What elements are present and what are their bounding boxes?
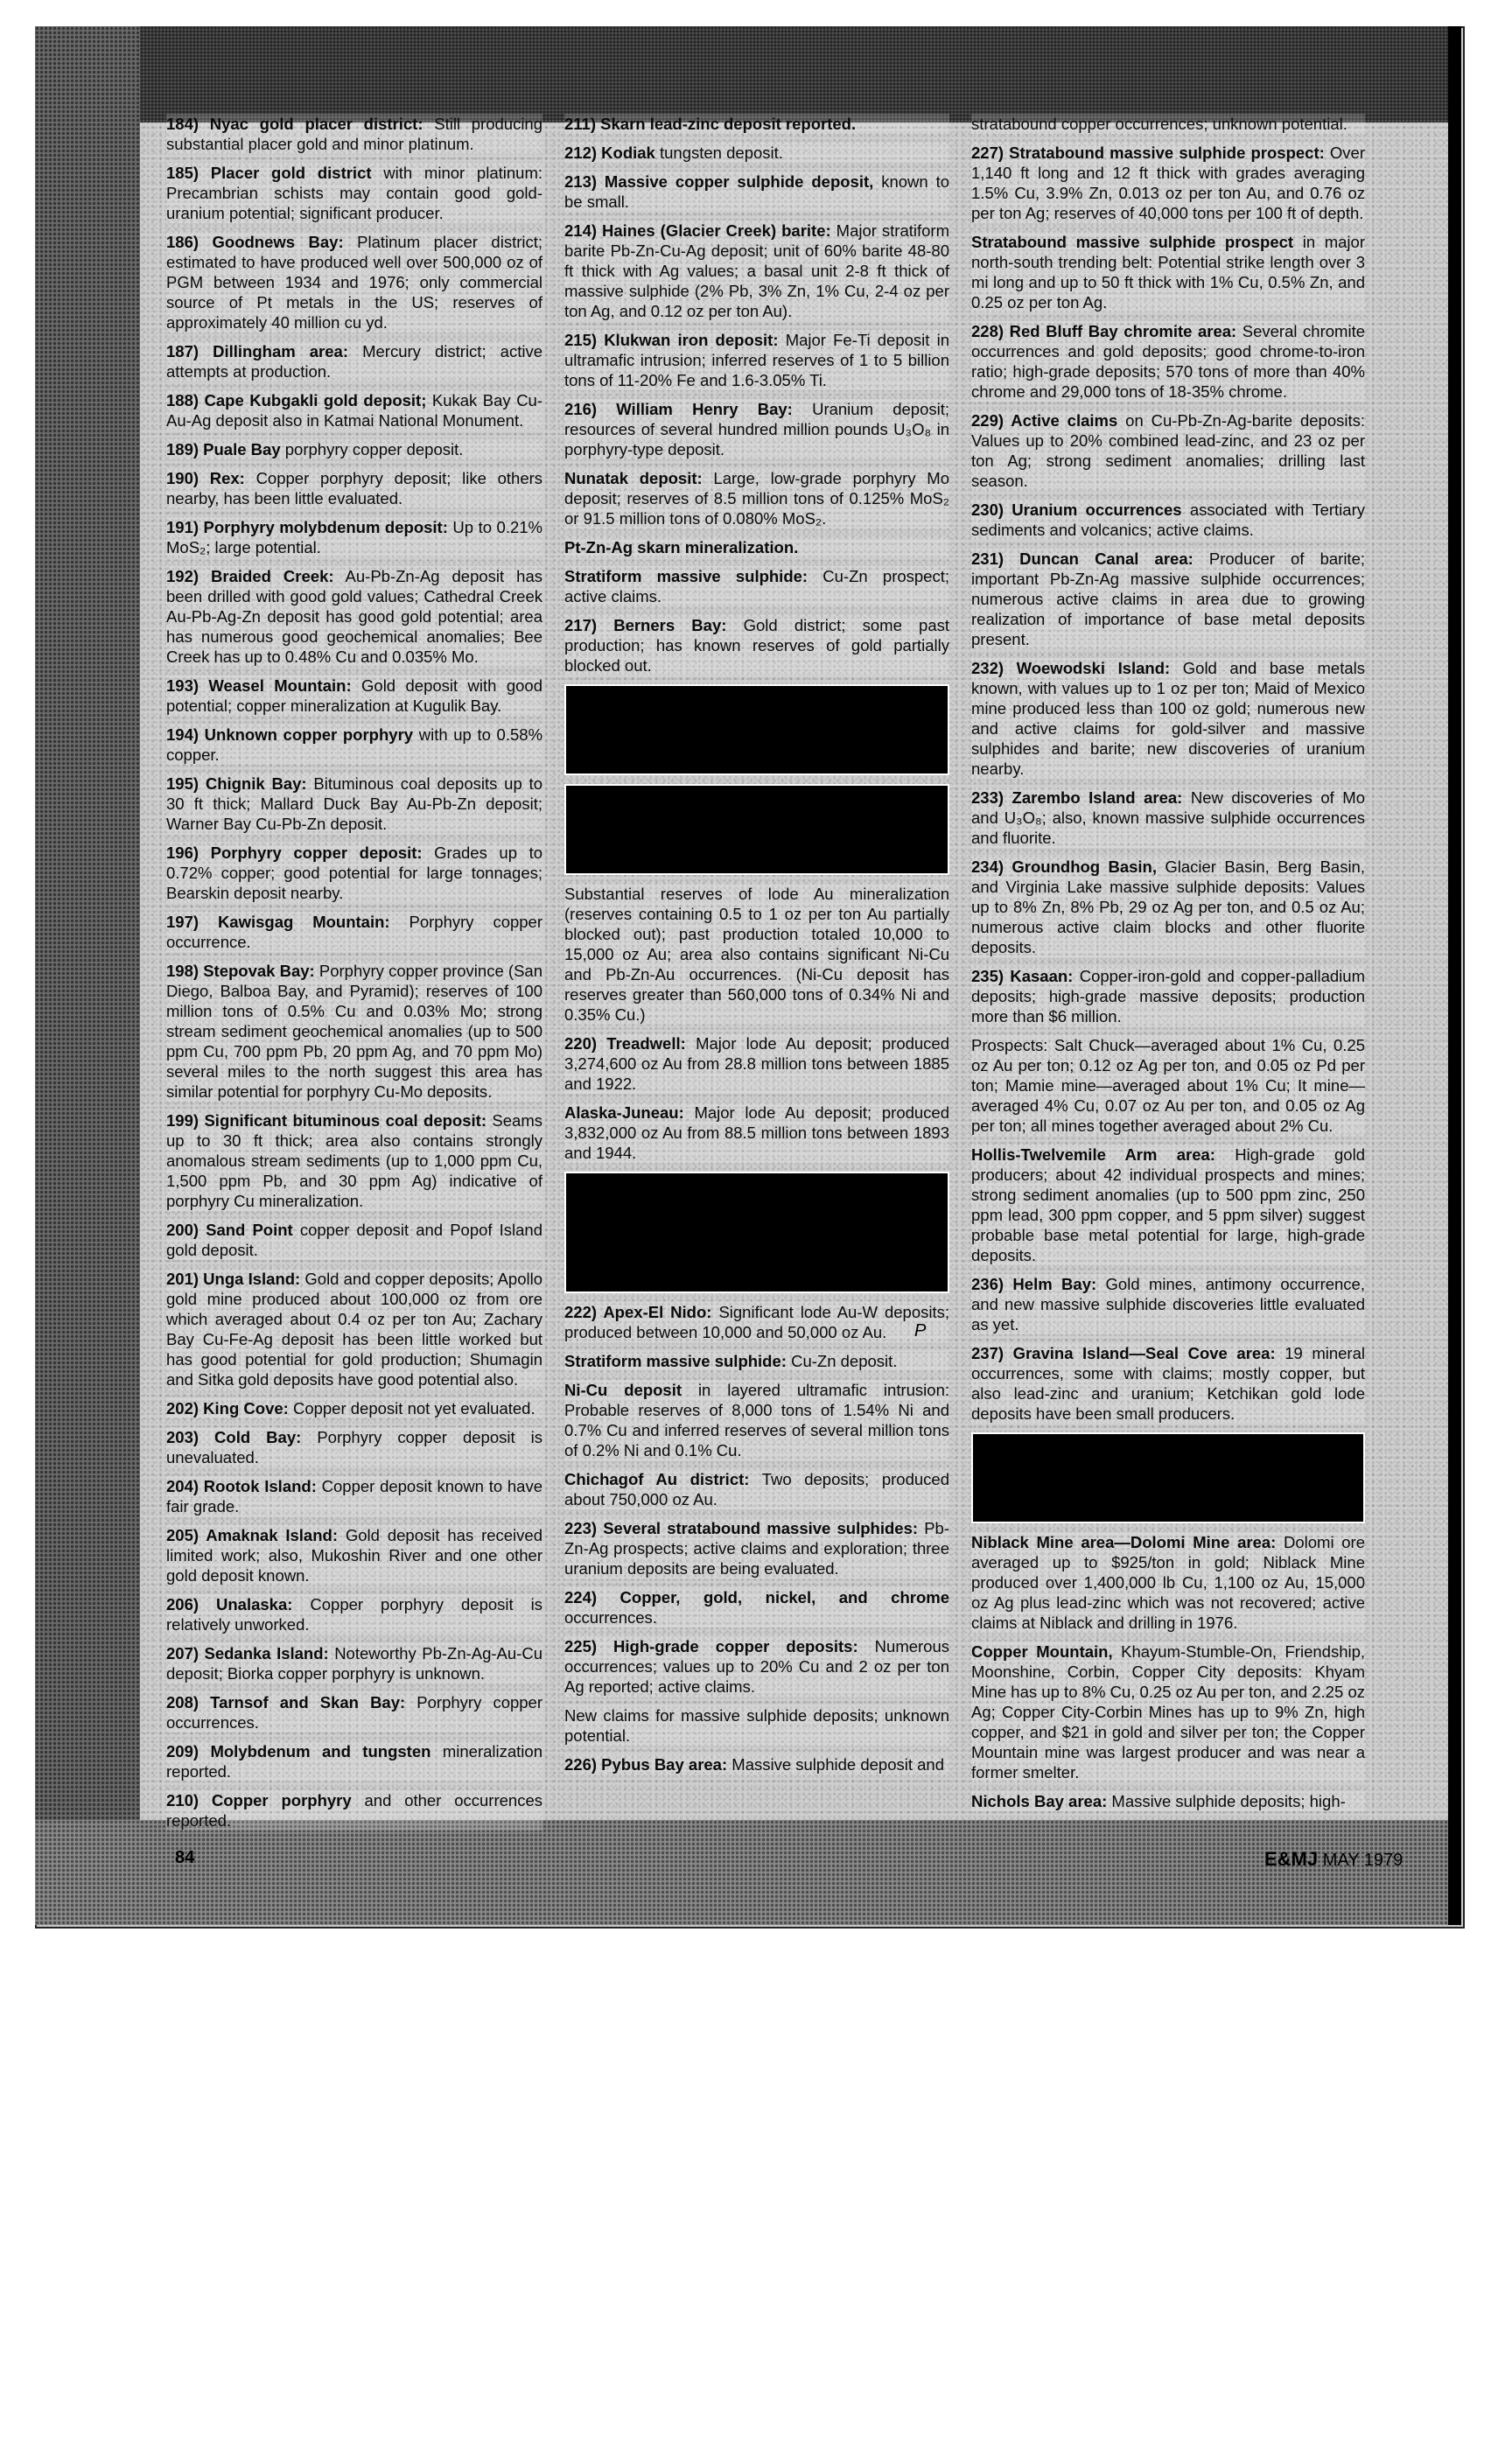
entry-body: Porphyry copper occurrence. [166,913,543,951]
entry-body: Major lode Au deposit; produced 3,832,000 oz Au from 88.5 million tons between 1893 and 1944. [564,1103,950,1162]
entry-body: Noteworthy Pb-Zn-Ag-Au-Cu deposit; Biorka copper porphyry is unknown. [166,1644,542,1683]
entry-body: Substantial reserves of lode Au mineralization (reserves containing 0.5 to 1 oz per ton Au partially blocked out); past production totaled 10,000 to 15,000 oz Au; area also contains significant Ni-Cu and Pb-Zn-Au occurrences. (Ni-Cu deposit has reserves greater than 560,000 tons of 0.34% Ni and 0.35% Cu.) [564,885,949,1024]
entry-heading: 202) King Cove: [166,1399,289,1418]
entry-heading: Nichols Bay area: [971,1792,1108,1810]
entry-heading: 186) Goodnews Bay: [166,233,344,251]
publication-name: E&MJ [1264,1848,1319,1870]
entry-body: Porphyry copper province (San Diego, Balboa Bay, and Pyramid); reserves of 100 million tons of 0.5% Cu and 0.03% Mo; strong stream sediment geochemical anomalies (up to 500 ppm Cu, 700 ppm Pb, 20 ppm Ag, and 70 ppm Mo) several miles to the north suggest this area has similar potential for porphyry Cu-Mo deposits. [166,962,542,1101]
entry-heading: 201) Unga Island: [166,1270,301,1288]
entry-body: Uranium deposit; resources of several hundred million pounds U₃O₈ in porphyry-type deposit. [564,400,950,458]
deposit-entry [564,330,949,390]
entry-body: Gold and base metals known, with values up to 1 oz per ton; Maid of Mexico mine produced less than 100 oz gold; numerous new and active claims for gold-silver and massive sulphides and barite; new discoveries of uranium nearby. [971,659,1365,778]
entry-heading: 220) Treadwell: [564,1034,686,1053]
entry-heading: Copper Mountain, [971,1642,1113,1661]
deposit-entry [166,1594,542,1634]
deposit-entry [166,1476,542,1516]
entry-heading: 189) Puale Bay [166,440,281,458]
entry-body: Khayum-Stumble-On, Friendship, Moonshine, Corbin, Copper City deposits: Khyam Mine has up to 8% Cu, 0.25 oz Au per ton, and 2.25 oz Ag; Copper City-Corbin Mines has up to 9% Zn, high copper, and $21 in gold and silver per ton; the Copper Mountain mine was largest producer and was near a former smelter. [971,1642,1366,1782]
deposit-entry [564,220,949,321]
entry-heading: 222) Apex-El Nido: [564,1303,712,1321]
entry-body: 19 mineral occurrences, some with claims; mostly copper, but also lead-zinc and uranium; Ketchikan gold lode deposits have been small producers. [971,1344,1365,1423]
entry-heading: 232) Woewodski Island: [971,659,1171,677]
entry-heading: 184) Nyac gold placer district: [166,115,424,133]
entry-heading: 211) Skarn lead-zinc deposit reported. [564,115,857,133]
deposit-entry [971,1343,1365,1424]
scan-noise-left [35,26,140,1925]
deposit-entry [166,843,542,903]
entry-heading: 208) Tarnsof and Skan Bay: [166,1693,406,1712]
entry-body: Kukak Bay Cu-Au-Ag deposit also in Katmai National Monument. [166,391,542,430]
entry-heading: 237) Gravina Island—Seal Cove area: [971,1344,1276,1362]
entry-body: porphyry copper deposit. [284,440,464,458]
entry-body: Copper deposit not yet evaluated. [292,1399,536,1418]
entry-heading: Stratiform massive sulphide: [564,1352,787,1370]
entry-body: Massive sulphide deposits; high- [1111,1792,1346,1810]
deposit-entry [166,439,542,459]
entry-heading: 190) Rex: [166,469,245,487]
entry-heading: 235) Kasaan: [971,967,1074,985]
entry-heading: 233) Zarembo Island area: [971,788,1183,807]
deposit-entry [564,143,949,163]
column-3 [971,114,1365,1820]
deposit-entry [971,966,1365,1026]
entry-heading: 195) Chignik Bay: [166,774,307,793]
deposit-entry [564,1302,949,1342]
entry-heading: Stratiform massive sulphide: [564,567,808,585]
redacted-block [564,1172,949,1293]
entry-heading: 207) Sedanka Island: [166,1644,329,1662]
deposit-entry [166,517,542,557]
deposit-entry [971,114,1365,134]
deposit-entry [166,961,542,1102]
entry-body: Major lode Au deposit; produced 3,274,600 oz Au from 28.8 million tons between 1885 and 1922. [564,1034,950,1093]
deposit-entry [564,1102,949,1163]
entry-heading: 236) Helm Bay: [971,1275,1097,1293]
deposit-entry [166,1643,542,1684]
deposit-entry [166,724,542,765]
deposit-entry [971,658,1365,779]
entry-body: Seams up to 30 ft thick; area also contains strongly anomalous stream sediments (up to 1,000 ppm Cu, 1,500 ppm Pb, and 30 ppm Ag) indicative of porphyry Cu mineralization. [166,1111,542,1210]
entry-heading: 224) Copper, gold, nickel, and chrome [564,1588,949,1606]
entry-heading: 212) Kodiak [564,144,655,162]
entry-heading: 231) Duncan Canal area: [971,550,1194,568]
entry-body: Porphyry copper occurrences. [166,1693,543,1732]
deposit-entry [166,1110,542,1211]
scan-edge-right [1448,26,1461,1925]
deposit-entry [166,1692,542,1732]
deposit-entry [166,1525,542,1586]
deposit-entry [971,857,1365,957]
entry-heading: 204) Rootok Island: [166,1477,317,1495]
deposit-entry [166,114,542,154]
entry-body: Gold district; some past production; has known reserves of gold partially blocked out. [564,616,949,675]
entry-body: copper deposit and Popof Island gold deposit. [166,1221,543,1259]
entry-heading: 197) Kawisgag Mountain: [166,913,390,931]
entry-body: Large, low-grade porphyry Mo deposit; reserves of 8.5 million tons of 0.125% MoS₂ or 91.5 million tons of 0.080% MoS₂. [564,469,949,528]
entry-body: High-grade gold producers; about 42 individual prospects and mines; strong sediment anomalies (up to 500 ppm zinc, 250 ppm lead, 300 ppm copper, and 5 ppm silver) suggest probable base metal potential for large, high-grade deposits. [971,1145,1365,1264]
entry-heading: 225) High-grade copper deposits: [564,1637,858,1656]
deposit-entry [564,1351,949,1371]
deposit-entry [166,1427,542,1467]
deposit-entry [166,1220,542,1260]
scan-noise-top [35,26,1461,122]
deposit-entry [564,615,949,676]
deposit-entry [971,410,1365,491]
entry-heading: 194) Unknown copper porphyry [166,725,414,744]
deposit-entry [971,143,1365,223]
entry-body: Gold deposit with good potential; copper mineralization at Kugulik Bay. [166,676,542,715]
deposit-entry [971,1791,1365,1811]
entry-body: Copper deposit known to have fair grade. [166,1477,543,1516]
deposit-entry [166,566,542,667]
entry-body: Gold deposit has received limited work; also, Mukoshin River and one other gold deposit known. [166,1526,543,1585]
entry-body: New discoveries of Mo and U₃O₈; also, known massive sulphide occurrences and fluorite. [971,788,1366,847]
deposit-entry [971,500,1365,540]
entry-heading: 214) Haines (Glacier Creek) barite: [564,221,831,240]
entry-body: associated with Tertiary sediments and volcanics; active claims. [971,500,1365,539]
entry-body: Pb-Zn-Ag prospects; active claims and exploration; three uranium deposits are being evaluated. [564,1519,949,1578]
entry-heading: 215) Klukwan iron deposit: [564,331,779,349]
entry-heading: 217) Berners Bay: [564,616,727,634]
entry-body: Prospects: Salt Chuck—averaged about 1% Cu, 0.25 oz Au per ton; 0.12 oz Ag per ton, and 0.05 oz Pd per ton; Mamie mine—averaged about 1% Cu; It mine—averaged 4% Cu, 0.07 oz Au per ton, and 0.05 oz Ag per ton; all mines together averaged about 2% Cu. [971,1036,1365,1135]
entry-body: Au-Pb-Zn-Ag deposit has been drilled with good gold values; Cathedral Creek Au-Pb-Ag-Zn deposit has good gold potential; area has numerous good geochemical anomalies; Bee Creek has up to 0.48% Cu and 0.035% Mo. [166,567,542,666]
entry-heading: 230) Uranium occurrences [971,500,1182,519]
entry-body: with minor platinum: Precambrian schists may contain good gold-uranium potential; significant producer. [166,164,542,222]
entry-heading: 199) Significant bituminous coal deposit: [166,1111,486,1130]
deposit-entry [971,549,1365,649]
entry-heading: 187) Dillingham area: [166,342,348,360]
deposit-entry [166,1741,542,1782]
deposit-entry [971,1532,1365,1633]
entry-body: tungsten deposit. [660,144,783,162]
entry-body: Bituminous coal deposits up to 30 ft thick; Mallard Duck Bay Au-Pb-Zn deposit; Warner Bay Cu-Pb-Zn deposit. [166,774,542,833]
column-2 [564,114,949,1783]
deposit-entry [564,1518,949,1578]
entry-body: Platinum placer district; estimated to have produced well over 500,000 oz of PGM between 1934 and 1976; only commercial source of Pt metals in the US; reserves of approximately 40 million cu yd. [166,233,543,332]
deposit-entry [166,774,542,834]
entry-heading: 205) Amaknak Island: [166,1526,338,1544]
redacted-block [971,1432,1365,1523]
entry-heading: 226) Pybus Bay area: [564,1755,728,1774]
deposit-entry [166,163,542,223]
entry-body: Copper porphyry deposit is relatively unworked. [166,1595,543,1634]
deposit-entry [166,1790,542,1830]
deposit-entry [166,1398,542,1418]
entry-body: in layered ultramafic intrusion: Probable reserves of 8,000 tons of 1.54% Ni and 0.7% Cu and inferred reserves of several million tons of 0.2% Ni and 0.1% Cu. [564,1381,950,1460]
entry-heading: 229) Active claims [971,411,1118,430]
entry-heading: 210) Copper porphyry [166,1791,352,1810]
deposit-entry [564,1587,949,1628]
deposit-entry [564,566,949,606]
publication-footer [1264,1848,1403,1871]
entry-body: Cu-Zn deposit. [791,1352,898,1370]
deposit-entry [564,1705,949,1746]
entry-heading: Nunatak deposit: [564,469,703,487]
deposit-entry [166,912,542,952]
entry-body: Numerous occurrences; values up to 20% Cu and 2 oz per ton Ag reported; active claims. [564,1637,950,1696]
entry-heading: 216) William Henry Bay: [564,400,793,418]
entry-heading: 193) Weasel Mountain: [166,676,352,695]
deposit-entry [564,114,949,134]
entry-heading: 191) Porphyry molybdenum deposit: [166,518,448,536]
deposit-entry [564,537,949,557]
entry-heading: 185) Placer gold district [166,164,372,182]
deposit-entry [564,884,949,1025]
entry-heading: Chichagof Au district: [564,1470,750,1488]
entry-body: known to be small. [564,172,949,211]
entry-body: Still producing substantial placer gold and minor platinum. [166,115,543,153]
entry-heading: Ni-Cu deposit [564,1381,682,1399]
deposit-entry [166,676,542,716]
deposit-entry [564,399,949,459]
entry-heading: 198) Stepovak Bay: [166,962,315,980]
entry-heading: 188) Cape Kubgakli gold deposit; [166,391,427,410]
entry-body: occurrences. [564,1608,657,1627]
entry-body: on Cu-Pb-Zn-Ag-barite deposits: Values up to 20% combined lead-zinc, and 23 oz per ton Ag; strong sediment anomalies; drilling last season. [971,411,1366,490]
publication-date: MAY 1979 [1322,1851,1404,1870]
entry-body: Dolomi ore averaged up to $925/ton in gold; Niblack Mine produced over 1,400,000 lb Cu, 1,100 oz Au, 15,000 oz Ag plus lead-zinc which was not recovered; active claims at Niblack and drilling in 1976. [971,1533,1365,1632]
entry-body: Gold and copper deposits; Apollo gold mine produced about 100,000 oz from ore which averaged about 0.4 oz per ton Au; Zachary Bay Cu-Fe-Ag deposit has been little worked but has good potential for gold production; Shumagin and Sitka gold deposits have good potential also. [166,1270,542,1389]
entry-heading: Pt-Zn-Ag skarn mineralization. [564,538,799,556]
entry-body: Major stratiform barite Pb-Zn-Cu-Ag deposit; unit of 60% barite 48-80 ft thick with Ag values; a basal unit 2-8 ft thick of massive sulphide (2% Pb, 3% Zn, 1% Cu, 2-4 oz per ton Ag, and 0.12 oz per ton Au). [564,221,950,320]
entry-body: New claims for massive sulphide deposits; unknown potential. [564,1706,949,1745]
entry-body: Porphyry copper deposit is unevaluated. [166,1428,542,1466]
entry-body: Two deposits; produced about 750,000 oz Au. [564,1470,949,1508]
entry-body: Cu-Zn prospect; active claims. [564,567,950,606]
deposit-entry [564,1033,949,1094]
entry-heading: 209) Molybdenum and tungsten [166,1742,431,1760]
deposit-entry [166,341,542,382]
deposit-entry [971,321,1365,402]
deposit-entry [564,1754,949,1774]
entry-body: stratabound copper occurrences; unknown potential. [971,115,1348,133]
column-1 [166,114,542,1839]
entry-body: with up to 0.58% copper. [166,725,543,764]
deposit-entry [166,390,542,430]
redacted-block [564,784,949,875]
deposit-entry [166,232,542,332]
entry-body: Grades up to 0.72% copper; good potential for large tonnages; Bearskin deposit nearby. [166,844,542,902]
entry-heading: 213) Massive copper sulphide deposit, [564,172,874,191]
deposit-entry [564,1636,949,1697]
deposit-entry [564,1380,949,1460]
deposit-entry [971,1274,1365,1334]
entry-body: Major Fe-Ti deposit in ultramafic intrusion; inferred reserves of 1 to 5 billion tons of 11-20% Fe and 1.6-3.05% Ti. [564,331,949,389]
handwritten-mark: P [914,1321,927,1340]
deposit-entry [971,788,1365,848]
entry-body: mineralization reported. [166,1742,542,1781]
entry-body: Mercury district; active attempts at production. [166,342,543,381]
deposit-entry [564,468,949,528]
deposit-entry [564,1469,949,1509]
entry-body: Glacier Basin, Berg Basin, and Virginia Lake massive sulphide deposits: Values up to 8% Zn, 8% Pb, 29 oz Ag per ton, and 0.5 oz Au; numerous active claim blocks and other fluorite deposits. [971,858,1365,956]
entry-body: Massive sulphide deposit and [732,1755,944,1774]
entry-body: Copper-iron-gold and copper-palladium deposits; high-grade massive deposits; production more than $6 million. [971,967,1365,1026]
entry-heading: 192) Braided Creek: [166,567,334,585]
redacted-block [564,684,949,775]
entry-heading: Stratabound massive sulphide prospect [971,233,1294,251]
entry-heading: 234) Groundhog Basin, [971,858,1157,876]
entry-heading: 223) Several stratabound massive sulphides: [564,1519,919,1537]
entry-heading: 206) Unalaska: [166,1595,293,1614]
entry-heading: Niblack Mine area—Dolomi Mine area: [971,1533,1277,1551]
entry-body: and other occurrences reported. [166,1791,542,1830]
deposit-entry [971,1144,1365,1265]
entry-heading: 200) Sand Point [166,1221,293,1239]
entry-body: Significant lode Au-W deposits; produced between 10,000 and 50,000 oz Au. [564,1303,949,1341]
entry-heading: 203) Cold Bay: [166,1428,302,1446]
entry-heading: 196) Porphyry copper deposit: [166,844,423,862]
deposit-entry [971,1035,1365,1136]
entry-heading: Hollis-Twelvemile Arm area: [971,1145,1215,1164]
entry-body: Producer of barite; important Pb-Zn-Ag massive sulphide occurrences; numerous active claims in area due to growing realization of importance of base metal deposits present. [971,550,1365,648]
entry-body: Copper porphyry deposit; like others nearby, has been little evaluated. [166,469,543,508]
deposit-entry [166,1269,542,1390]
entry-body: Over 1,140 ft long and 12 ft thick with grades averaging 1.5% Cu, 3.9% Zn, 0.013 oz per ton Au, and 0.76 oz per ton Ag; reserves of 40,000 tons per 100 ft of depth. [971,144,1365,222]
entry-heading: Alaska-Juneau: [564,1103,684,1122]
entry-body: Up to 0.21% MoS₂; large potential. [166,518,542,556]
deposit-entry [971,232,1365,312]
deposit-entry [971,1642,1365,1782]
entry-body: in major north-south trending belt: Potential strike length over 3 mi long and up to 50 ft thick with 1% Cu, 0.5% Zn, and 0.25 oz per ton Ag. [971,233,1365,312]
deposit-entry [166,468,542,508]
page-number: 84 [175,1848,195,1867]
entry-heading: 227) Stratabound massive sulphide prospect: [971,144,1325,162]
entry-heading: 228) Red Bluff Bay chromite area: [971,322,1237,340]
entry-body: Several chromite occurrences and gold deposits; good chrome-to-iron ratio; high-grade deposits; 570 tons of more than 40% chrome and 29,000 tons of 18-35% chrome. [971,322,1365,401]
entry-body: Gold mines, antimony occurrence, and new massive sulphide discoveries little evaluated as yet. [971,1275,1365,1334]
deposit-entry [564,172,949,212]
